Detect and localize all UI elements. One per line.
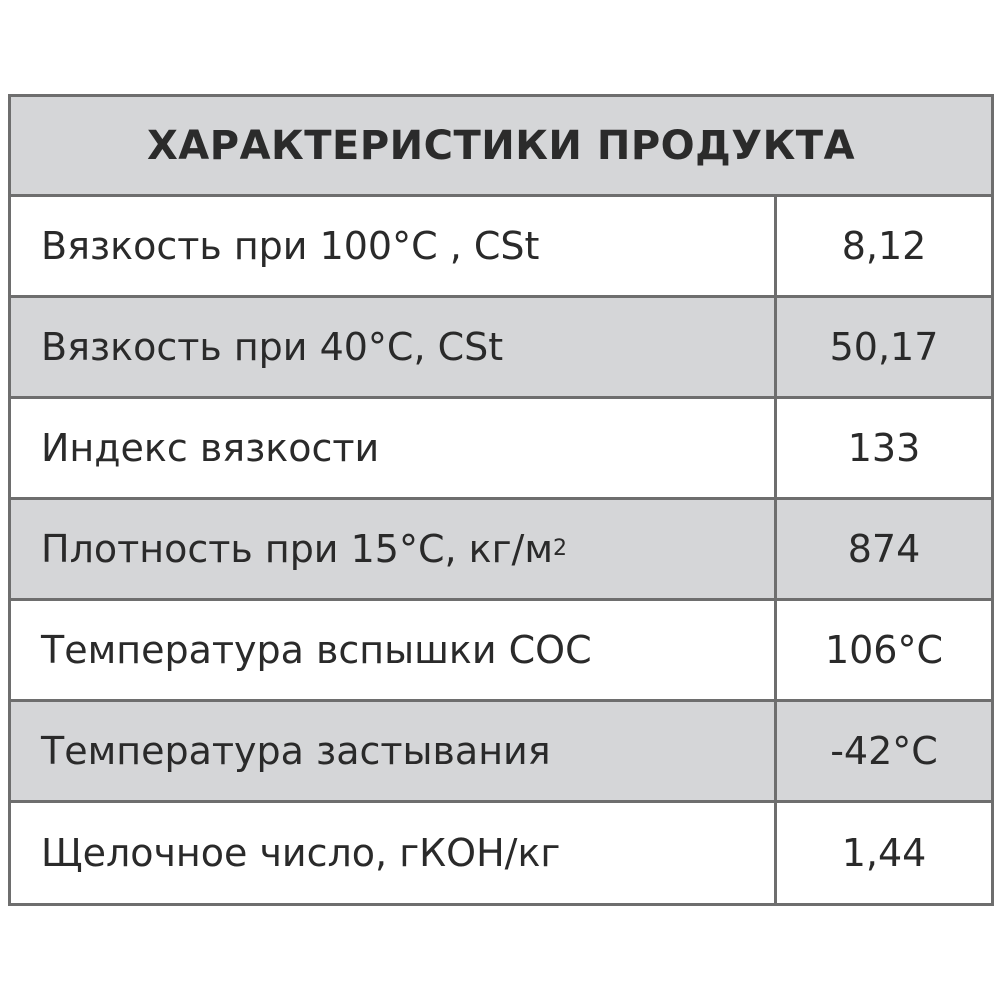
table-title: ХАРАКТЕРИСТИКИ ПРОДУКТА: [146, 122, 856, 169]
product-specs-table: [8, 94, 994, 906]
row-label: Вязкость при 40°С, CSt: [11, 298, 777, 396]
row-label-text: Плотность при 15°С, кг/м: [41, 527, 554, 571]
table-row: [11, 399, 991, 500]
row-label: Индекс вязкости: [11, 399, 777, 497]
row-value: -42°С: [830, 729, 938, 773]
row-label: Температура застывания: [11, 702, 777, 800]
row-value: 133: [847, 426, 921, 470]
table-row: [11, 702, 991, 803]
row-value: 8,12: [841, 224, 927, 268]
table-row: [11, 500, 991, 601]
row-label: Вязкость при 100°С , CSt: [11, 197, 777, 295]
row-value: 1,44: [841, 831, 927, 875]
row-label: Плотность при 15°С, кг/м 2: [11, 500, 777, 598]
table-row: [11, 197, 991, 298]
table-header: [11, 97, 991, 197]
table-row: [11, 803, 991, 903]
row-label: Температура вспышки СОС: [11, 601, 777, 699]
row-label: Щелочное число, гКОН/кг: [11, 803, 777, 903]
row-value: 874: [847, 527, 921, 571]
row-value: 50,17: [829, 325, 939, 369]
row-value: 106°С: [824, 628, 944, 672]
table-row: [11, 601, 991, 702]
table-row: [11, 298, 991, 399]
